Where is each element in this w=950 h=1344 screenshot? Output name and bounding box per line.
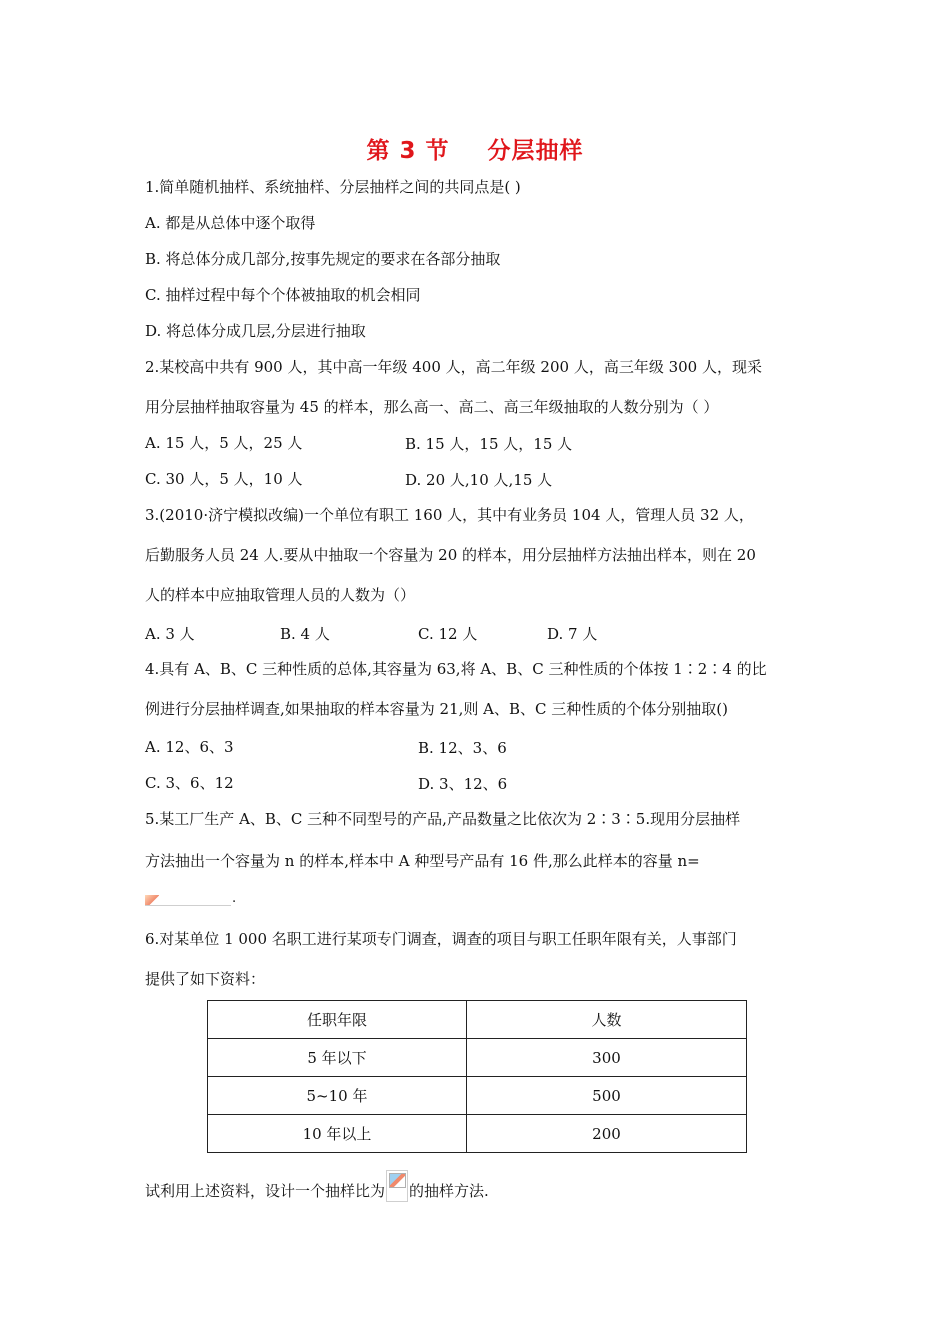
table-header-cell: 人数 — [467, 1001, 747, 1039]
q6-stem-line2: 提供了如下资料： — [145, 970, 266, 988]
table-cell: 500 — [467, 1077, 747, 1115]
q3-option-b: B. 4 人 — [280, 625, 330, 643]
table-cell: 10 年以上 — [208, 1115, 467, 1153]
table-header-row — [208, 1001, 747, 1039]
q3-stem-line1: 3.(2010·济宁模拟改编)一个单位有职工 160 人，其中有业务员 104 人，管理人员 32 人， — [145, 506, 754, 524]
q4-option-a: A. 12、6、3 — [145, 738, 234, 756]
title-section-number: 第 3 节 — [366, 138, 450, 164]
q6-footer-before: 试利用上述资料，设计一个抽样比为 — [145, 1182, 386, 1200]
broken-image-icon — [145, 895, 159, 905]
table-cell: 5 年以下 — [208, 1039, 467, 1077]
q2-options-row1 — [145, 433, 302, 453]
tenure-table — [207, 1000, 747, 1153]
q2-option-d: D. 20 人,10 人,15 人 — [405, 471, 553, 489]
q3-option-c: C. 12 人 — [418, 625, 478, 643]
q5-end-period: . — [232, 891, 237, 906]
table-row — [208, 1077, 747, 1115]
q1-option-d: D. 将总体分成几层,分层进行抽取 — [145, 322, 366, 340]
q4-option-c: C. 3、6、12 — [145, 774, 234, 792]
table-cell: 5~10 年 — [208, 1077, 467, 1115]
q1-option-c: C. 抽样过程中每个个体被抽取的机会相同 — [145, 286, 421, 304]
q1-option-a: A. 都是从总体中逐个取得 — [145, 214, 316, 232]
q1-option-b: B. 将总体分成几部分,按事先规定的要求在各部分抽取 — [145, 250, 501, 268]
broken-image-icon — [386, 1170, 408, 1202]
q6-stem-line1: 6.对某单位 1 000 名职工进行某项专门调查，调查的项目与职工任职年限有关，人事部门 — [145, 930, 737, 948]
q2-option-c: C. 30 人，5 人，10 人 — [145, 470, 303, 488]
title-topic: 分层抽样 — [487, 138, 584, 164]
q3-option-d: D. 7 人 — [547, 625, 598, 643]
q6-footer — [145, 1170, 489, 1202]
q4-stem-line2: 例进行分层抽样调查,如果抽取的样本容量为 21,则 A、B、C 三种性质的个体分别抽取() — [145, 700, 728, 718]
q6-footer-after: 的抽样方法. — [409, 1182, 489, 1200]
q3-stem-line2: 后勤服务人员 24 人.要从中抽取一个容量为 20 的样本，用分层抽样方法抽出样本，则在 20 — [145, 546, 756, 564]
q2-option-b: B. 15 人，15 人，15 人 — [405, 435, 573, 453]
q2-options-row2 — [145, 469, 303, 489]
q5-stem-line1: 5.某工厂生产 A、B、C 三种不同型号的产品,产品数量之比依次为 2∶3∶5.现用分层抽样 — [145, 810, 741, 828]
table-header-cell: 任职年限 — [208, 1001, 467, 1039]
q5-stem-line2: 方法抽出一个容量为 n 的样本,样本中 A 种型号产品有 16 件,那么此样本的容量 n= — [145, 852, 700, 870]
q3-stem-line3: 人的样本中应抽取管理人员的人数为（） — [145, 586, 416, 604]
q4-option-d: D. 3、12、6 — [418, 775, 508, 793]
q2-stem-line1: 2.某校高中共有 900 人，其中高一年级 400 人，高二年级 200 人，高三年级 300 人，现采 — [145, 358, 762, 376]
q4-option-b: B. 12、3、6 — [418, 739, 507, 757]
q3-option-a: A. 3 人 — [145, 625, 195, 643]
q1-stem: 1.简单随机抽样、系统抽样、分层抽样之间的共同点是( ) — [145, 178, 521, 196]
q4-stem-line1: 4.具有 A、B、C 三种性质的总体,其容量为 63,将 A、B、C 三种性质的个体按 1∶2∶4 的比 — [145, 660, 767, 678]
q2-stem-line2: 用分层抽样抽取容量为 45 的样本，那么高一、高二、高三年级抽取的人数分别为（ ） — [145, 398, 719, 416]
table-cell: 300 — [467, 1039, 747, 1077]
q2-option-a: A. 15 人，5 人，25 人 — [145, 434, 303, 452]
table-cell: 200 — [467, 1115, 747, 1153]
table-row — [208, 1039, 747, 1077]
table-row — [208, 1115, 747, 1153]
page-title — [0, 132, 950, 165]
